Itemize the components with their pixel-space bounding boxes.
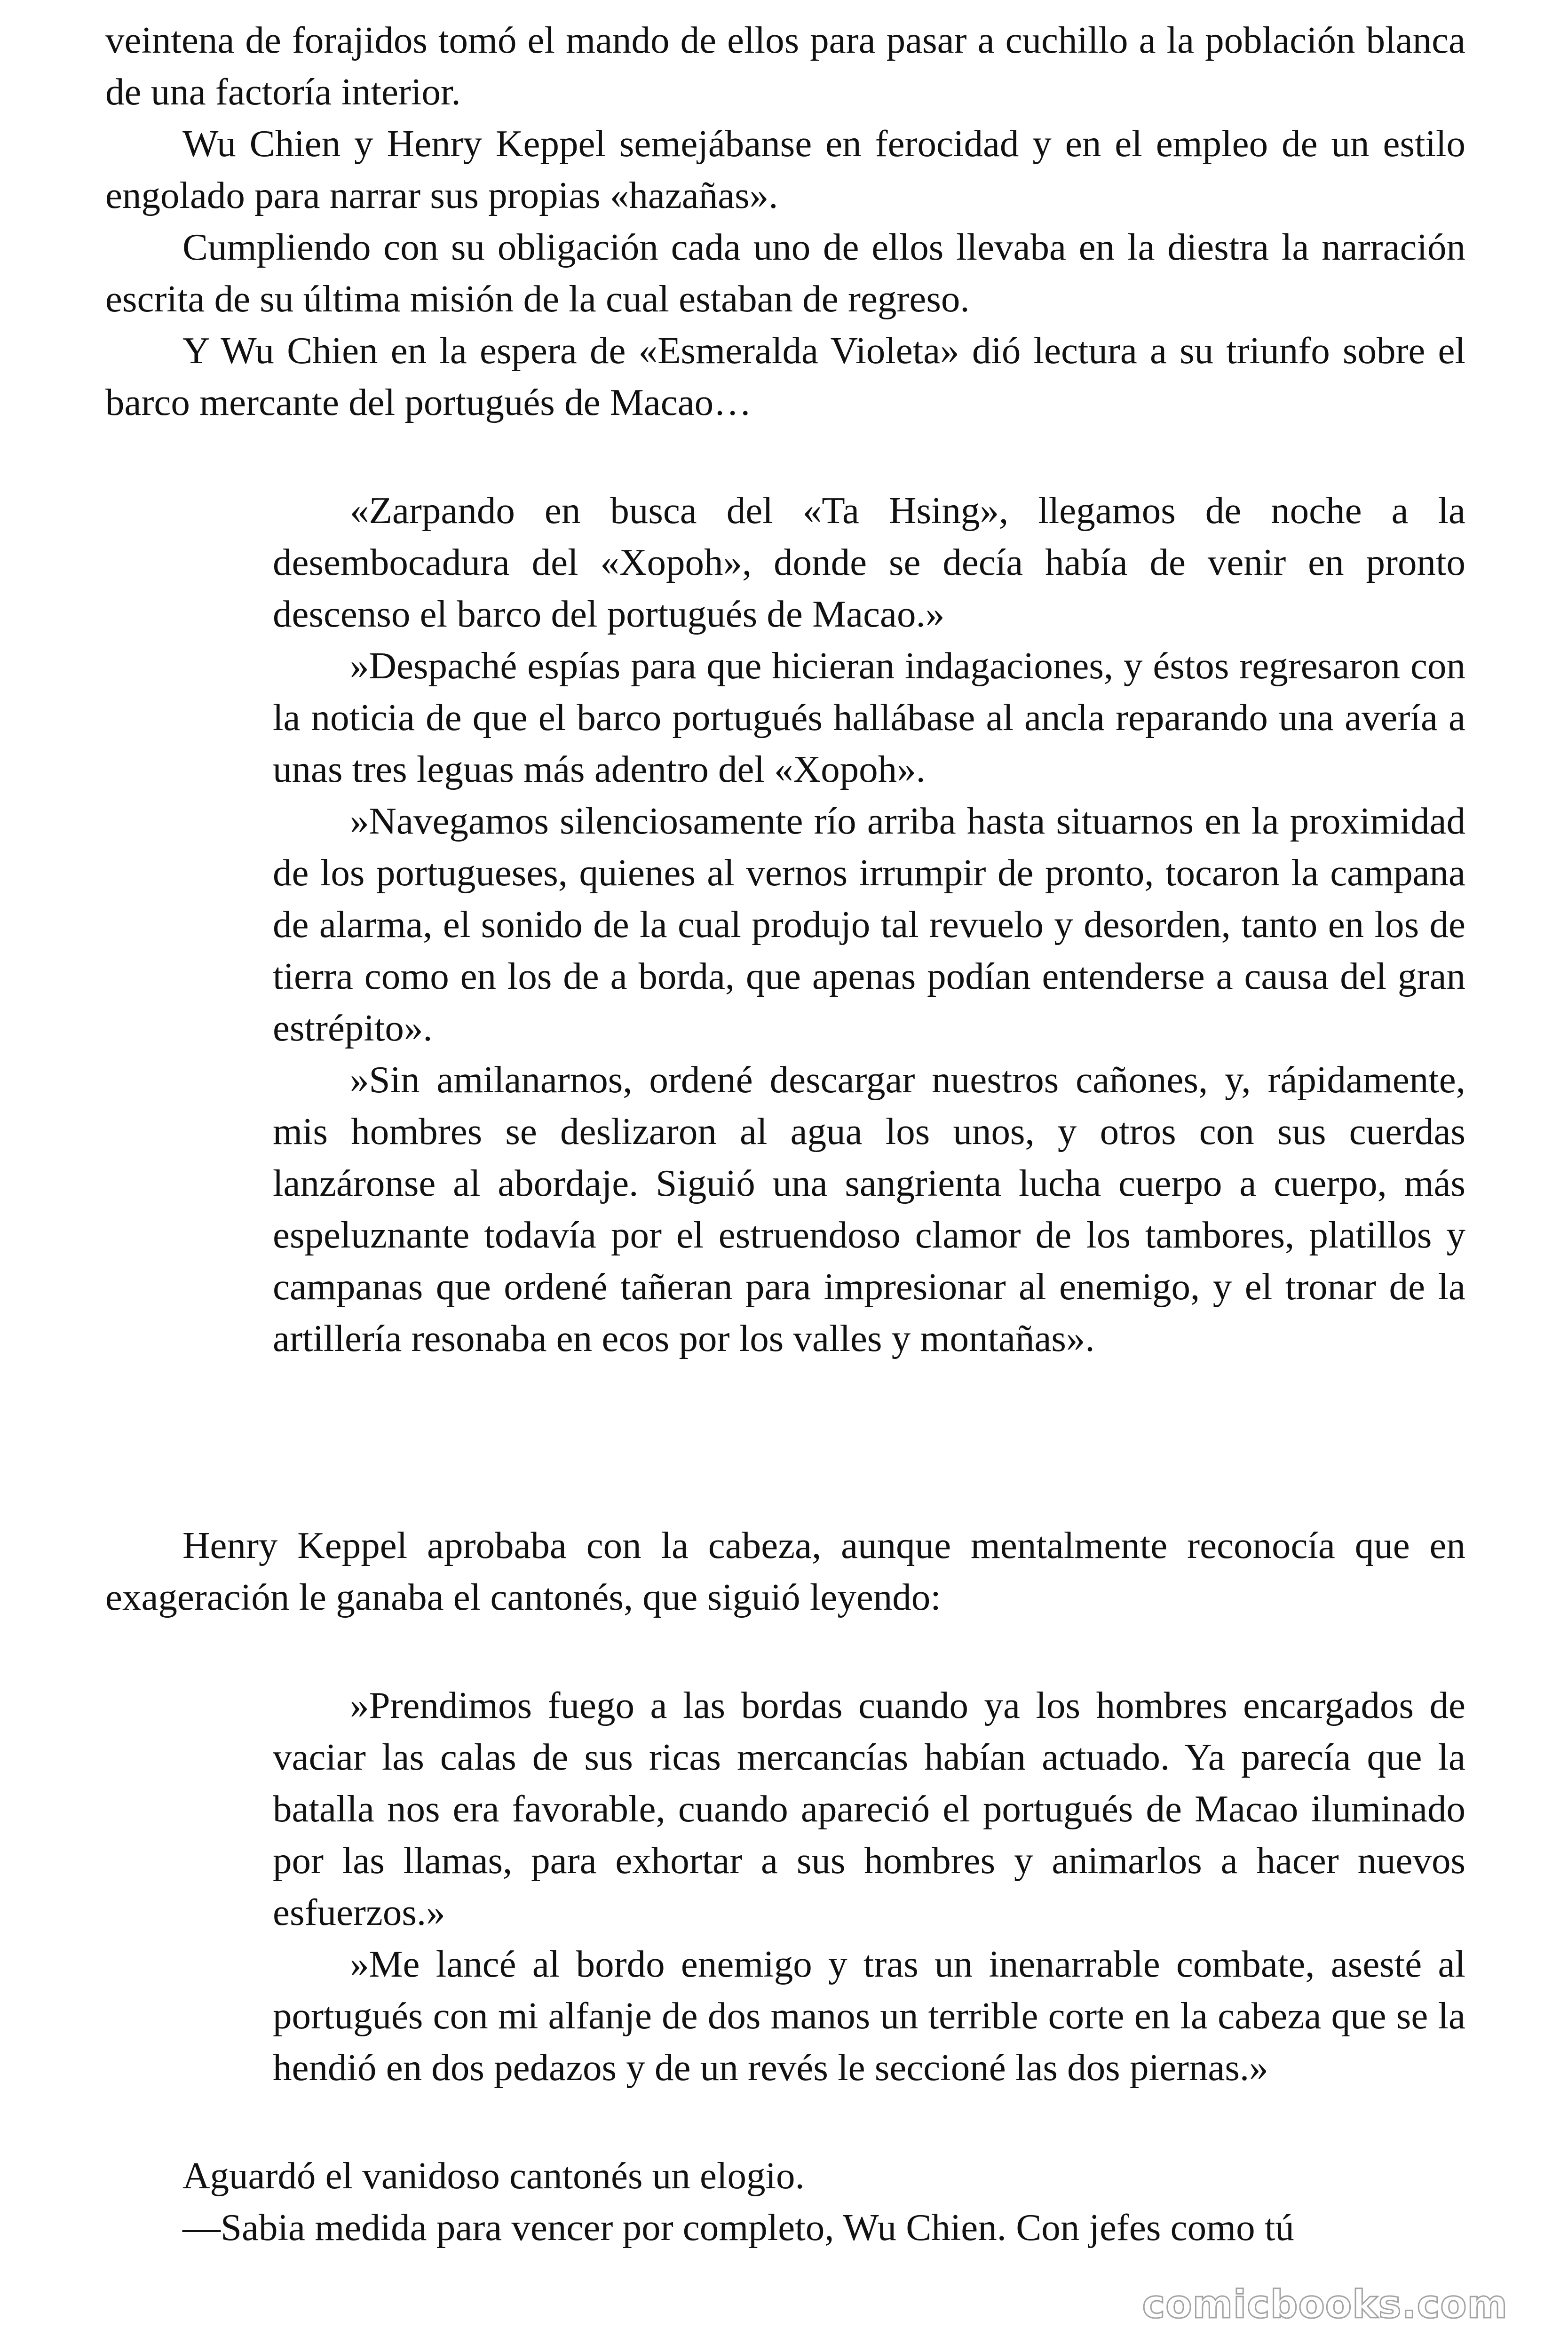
quote-paragraph: »Prendimos fuego a las bordas cuando ya los hombres encargados de vaciar las calas de sus ricas mercancías habían actuado. Ya parecía que la batalla nos era favorable, cuando apareció el portugués de Macao iluminado por las llamas, para exhortar a sus hombres y animarlos a hacer nuevos esfuerzos.» xyxy=(273,1684,1465,1933)
quote-paragraph: »Sin amilanarnos, ordené descargar nuestros cañones, y, rápidamente, mis hombres se deslizaron al agua los unos, y otros con sus cuerdas lanzáronse al abordaje. Siguió una sangrienta lucha cuerpo a cuerpo, más espeluznante todavía por el estruendoso clamor de los tambores, platillos y campanas que ordené tañeran para impresionar al enemigo, y el tronar de la artillería resonaba en ecos por los valles y montañas». xyxy=(273,1058,1465,1359)
quote-paragraph: »Me lancé al bordo enemigo y tras un inenarrable combate, asesté al portugués con mi alfanje de dos manos un terrible corte en la cabeza que se la hendió en dos pedazos y de un revés le seccioné las dos piernas.» xyxy=(273,1943,1465,2089)
quoted-narration-1 xyxy=(273,485,1465,1364)
paragraph: veintena de forajidos tomó el mando de ellos para pasar a cuchillo a la población blanca de una factoría interior. xyxy=(105,19,1465,113)
quote-paragraph: »Despaché espías para que hicieran indagaciones, y éstos regresaron con la noticia de que el barco portugués hallábase al ancla reparando una avería a unas tres leguas más adentro del «Xopoh». xyxy=(273,644,1465,790)
paragraph: —Sabia medida para vencer por completo, Wu Chien. Con jefes como tú xyxy=(182,2206,1294,2249)
paragraph: Henry Keppel aprobaba con la cabeza, aunque mentalmente reconocía que en exageración le ganaba el cantonés, que siguió leyendo: xyxy=(105,1524,1465,1618)
paragraph: Aguardó el vanidoso cantonés un elogio. xyxy=(182,2154,805,2197)
paragraph: Wu Chien y Henry Keppel semejábanse en ferocidad y en el empleo de un estilo engolado para narrar sus propias «hazañas». xyxy=(105,122,1465,216)
quote-paragraph: »Navegamos silenciosamente río arriba hasta situarnos en la proximidad de los portugueses, quienes al vernos irrumpir de pronto, tocaron la campana de alarma, el sonido de la cual produjo tal revuelo y desorden, tanto en los de tierra como en los de a borda, que apenas podían entenderse a causa del gran estrépito». xyxy=(273,800,1465,1049)
quote-paragraph: «Zarpando en busca del «Ta Hsing», llegamos de noche a la desembocadura del «Xopoh», donde se decía había de venir en pronto descenso el barco del portugués de Macao.» xyxy=(273,489,1465,635)
narrative-block-3 xyxy=(105,2150,1465,2253)
paragraph: Y Wu Chien en la espera de «Esmeralda Violeta» dió lectura a su triunfo sobre el barco mercante del portugués de Macao… xyxy=(105,329,1465,423)
site-watermark: comicbooks.com xyxy=(1142,2282,1508,2327)
quoted-narration-2 xyxy=(273,1679,1465,2093)
narrative-block-2 xyxy=(105,1519,1465,1623)
narrative-block-1 xyxy=(105,14,1465,428)
paragraph: Cumpliendo con su obligación cada uno de ellos llevaba en la diestra la narración escrita de su última misión de la cual estaban de regreso. xyxy=(105,226,1465,320)
